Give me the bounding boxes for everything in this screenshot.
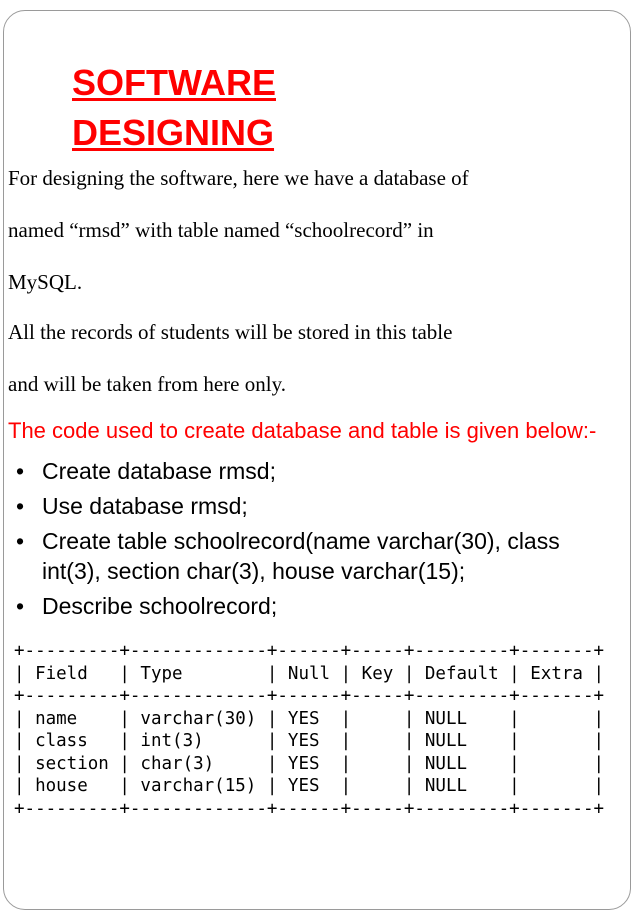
table-border: +---------+-------------+------+-----+---------+-------+ xyxy=(14,686,605,706)
paragraph-line-5: and will be taken from here only. xyxy=(8,372,286,396)
slide-title-line-1: SOFTWARE xyxy=(72,62,276,103)
bullet-use-database: • Use database rmsd; xyxy=(14,491,614,521)
paragraph-line-2: named “rmsd” with table named “schoolrecord” in xyxy=(8,218,434,242)
describe-output-table xyxy=(14,640,604,820)
slide-title-line-2: DESIGNING xyxy=(72,112,275,153)
slide-title xyxy=(72,58,276,158)
bullet-create-database: • Create database rmsd; xyxy=(14,456,614,486)
table-row: | name | varchar(30) | YES | | NULL | | xyxy=(14,708,605,729)
table-border: +---------+-------------+------+-----+---------+-------+ xyxy=(14,641,605,661)
table-row: | house | varchar(15) | YES | | NULL | | xyxy=(14,776,605,796)
table-row: | section | char(3) | YES | | NULL | | xyxy=(14,753,605,774)
paragraph-line-4: All the records of students will be stored in this table xyxy=(8,320,453,344)
table-row: | class | int(3) | YES | | NULL | | xyxy=(14,731,605,751)
code-intro-text: The code used to create database and table is given below:- xyxy=(8,418,597,443)
paragraph-line-1: For designing the software, here we have a database of xyxy=(8,166,469,190)
table-header-row: | Field | Type | Null | Key | Default | Extra | xyxy=(14,663,605,684)
paragraph-line-3: MySQL. xyxy=(8,270,83,294)
bullet-describe-table: • Describe schoolrecord; xyxy=(14,591,614,621)
code-bullet-list xyxy=(14,456,614,626)
bullet-create-table: • Create table schoolrecord(name varchar(30), class int(3), section char(3), house varchar(15); xyxy=(14,526,614,586)
table-border: +---------+-------------+------+-----+---------+-------+ xyxy=(14,798,605,819)
